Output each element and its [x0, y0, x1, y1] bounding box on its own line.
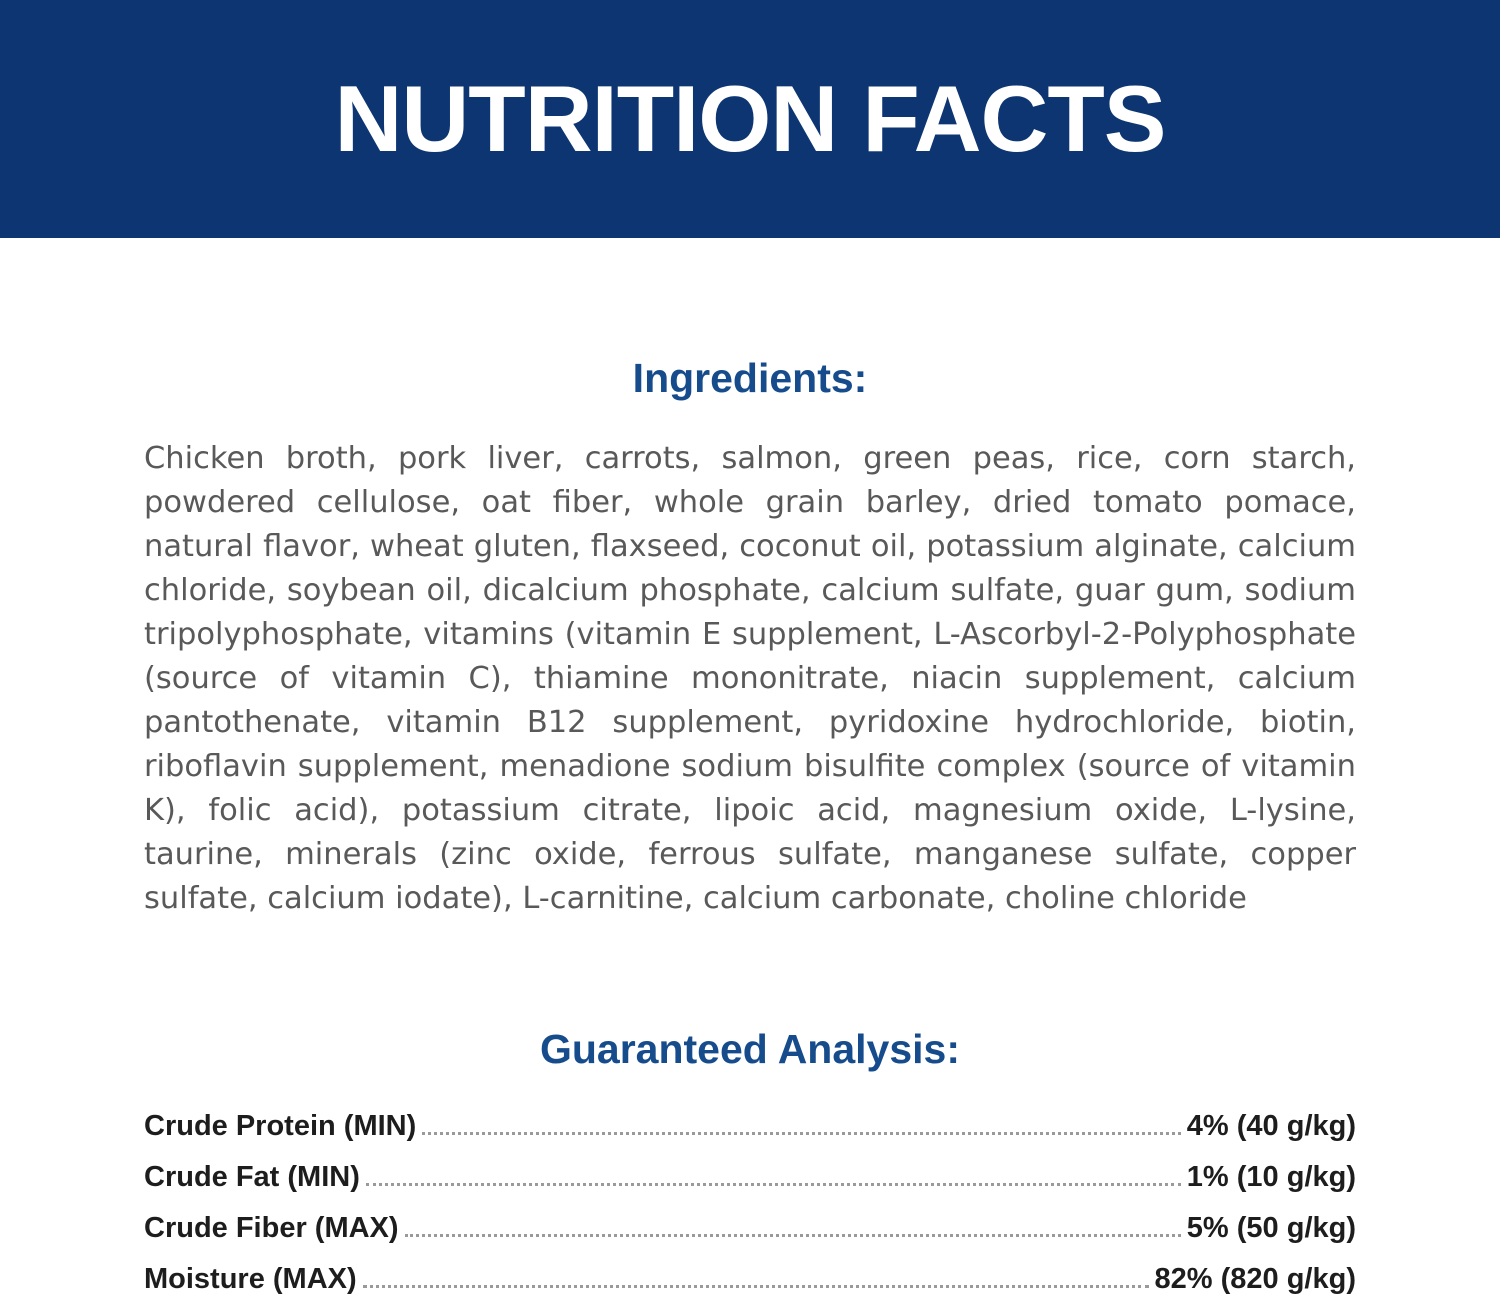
analysis-label: Crude Protein (MIN) — [144, 1110, 417, 1142]
page-title: NUTRITION FACTS — [334, 66, 1166, 171]
analysis-value: 1% (10 g/kg) — [1186, 1161, 1356, 1193]
analysis-value: 4% (40 g/kg) — [1186, 1110, 1356, 1142]
guaranteed-analysis-table — [144, 1110, 1356, 1296]
table-row — [144, 1161, 1356, 1194]
ingredients-text: Chicken broth, pork liver, carrots, salmon, green peas, rice, corn starch, powdered cellulose, oat fiber, whole grain barley, dried tomato pomace, natural flavor, wheat gluten, flaxseed, coconut oil, potassium alginate, calcium chloride, soybean oil, dicalcium phosphate, calcium sulfate, guar gum, sodium tripolyphosphate, vitamins (vitamin E supplement, L-Ascorbyl-2-Polyphosphate (source of vitamin C), thiamine mononitrate, niacin supplement, calcium pantothenate, vitamin B12 supplement, pyridoxine hydrochloride, biotin, riboflavin supplement, menadione sodium bisulfite complex (source of vitamin K), folic acid), potassium citrate, lipoic acid, magnesium oxide, L-lysine, taurine, minerals (zinc oxide, ferrous sulfate, manganese sulfate, copper sulfate, calcium iodate), L-carnitine, calcium carbonate, choline chloride — [144, 441, 1356, 916]
table-row — [144, 1263, 1356, 1296]
guaranteed-analysis-heading: Guaranteed Analysis: — [539, 1026, 960, 1072]
leader-dots — [405, 1233, 1181, 1237]
analysis-value: 5% (50 g/kg) — [1186, 1212, 1356, 1244]
content-area — [0, 238, 1500, 1314]
table-row — [144, 1110, 1356, 1143]
analysis-label: Crude Fiber (MAX) — [144, 1212, 399, 1244]
analysis-label: Moisture (MAX) — [144, 1263, 357, 1295]
header-banner — [0, 0, 1500, 238]
ingredients-heading: Ingredients: — [632, 355, 868, 401]
analysis-value: 82% (820 g/kg) — [1154, 1263, 1356, 1295]
leader-dots — [366, 1182, 1181, 1186]
leader-dots — [422, 1131, 1181, 1135]
analysis-label: Crude Fat (MIN) — [144, 1161, 360, 1193]
leader-dots — [363, 1284, 1149, 1288]
table-row — [144, 1212, 1356, 1245]
